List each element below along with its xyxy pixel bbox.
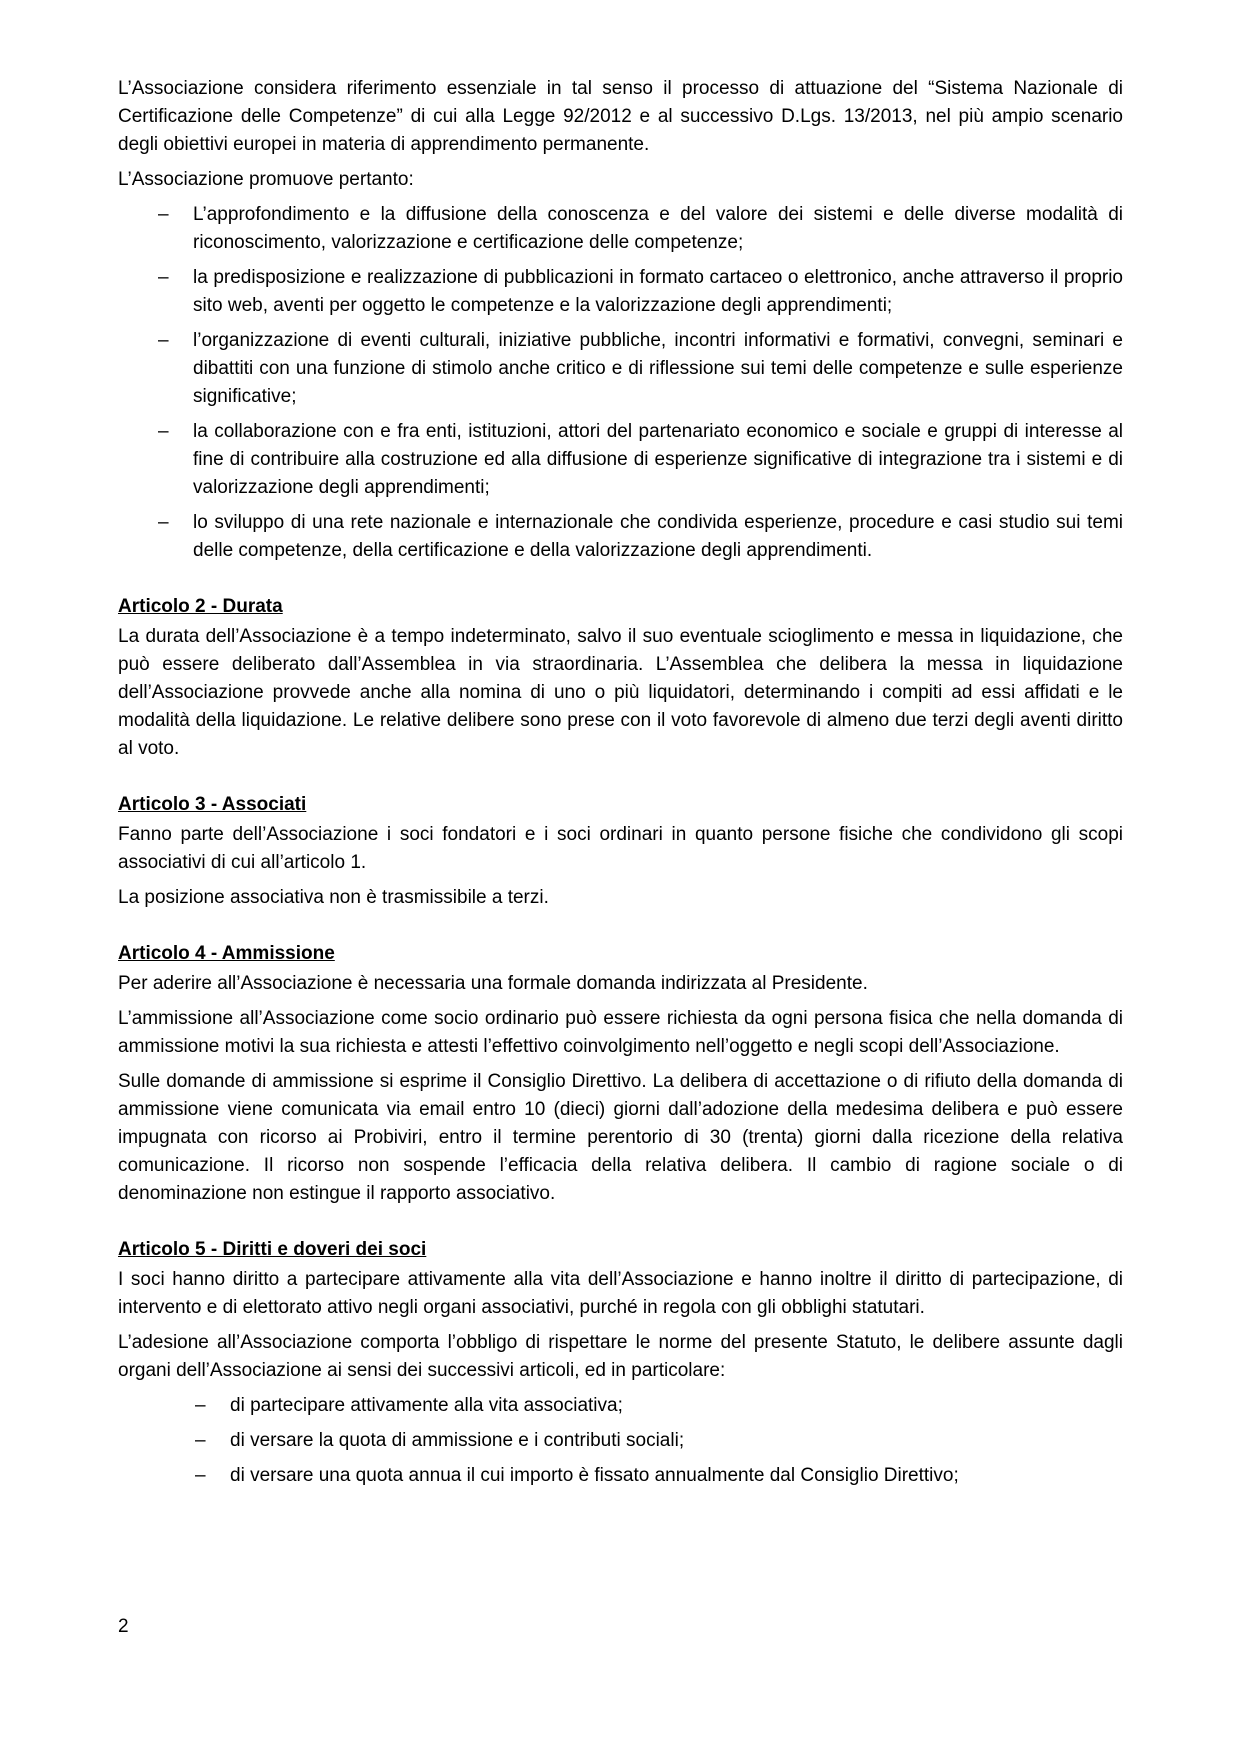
dash-marker: – (158, 421, 169, 442)
article-4-paragraph: Sulle domande di ammissione si esprime il Consiglio Direttivo. La delibera di accettazione o di rifiuto della domanda di ammissione viene comunicata via email entro 10 (dieci) giorni dall’adozione della medesima delibera e può essere impugnata con ricorso ai Probiviri, entro il termine perentorio di 30 (trenta) giorni dalla ricezione della relativa comunicazione. Il ricorso non sospende l’efficacia della relativa delibera. Il cambio di ragione sociale o di denominazione non estingue il rapporto associativo. (118, 1071, 1123, 1204)
obligations-list (118, 1392, 1123, 1490)
article-5-paragraph: L’adesione all’Associazione comporta l’obbligo di rispettare le norme del presente Statuto, le delibere assunte dagli organi dell’Associazione ai sensi dei successivi articoli, ed in particolare: (118, 1332, 1123, 1381)
list-item: – lo sviluppo di una rete nazionale e internazionale che condivida esperienze, procedure e casi studio sui temi delle competenze, della certificazione e della valorizzazione degli apprendimenti. (118, 509, 1123, 565)
dash-marker: – (195, 1430, 206, 1451)
list-item: – di versare la quota di ammissione e i contributi sociali; (118, 1427, 1123, 1455)
article-2-paragraph: La durata dell’Associazione è a tempo indeterminato, salvo il suo eventuale scioglimento e messa in liquidazione, che può essere deliberato dall’Assemblea in via straordinaria. L’Assemblea che delibera la messa in liquidazione dell’Associazione provvede anche alla nomina di uno o più liquidatori, determinando i compiti ad essi affidati e le modalità della liquidazione. Le relative delibere sono prese con il voto favorevole di almeno due terzi degli aventi diritto al voto. (118, 626, 1123, 759)
page-content (118, 75, 1123, 1497)
article-3-title: Articolo 3 - Associati (118, 794, 307, 815)
intro-paragraph: L’Associazione considera riferimento essenziale in tal senso il processo di attuazione del “Sistema Nazionale di Certificazione delle Competenze” di cui alla Legge 92/2012 e al successivo D.Lgs. 13/2013, nel più ampio scenario degli obiettivi europei in materia di apprendimento permanente. (118, 78, 1123, 155)
article-4-paragraph: L’ammissione all’Associazione come socio ordinario può essere richiesta da ogni persona fisica che nella domanda di ammissione motivi la sua richiesta e attesti l’effettivo coinvolgimento nell’oggetto e negli scopi dell’Associazione. (118, 1008, 1123, 1057)
article-5-paragraph: I soci hanno diritto a partecipare attivamente alla vita dell’Associazione e hanno inoltre il diritto di partecipazione, di intervento e di elettorato attivo negli organi associativi, purché in regola con gli obblighi statutari. (118, 1269, 1123, 1318)
intro-paragraph: L’Associazione promuove pertanto: (118, 169, 414, 190)
list-item: – di partecipare attivamente alla vita associativa; (118, 1392, 1123, 1420)
dash-marker: – (195, 1465, 206, 1486)
page-number: 2 (118, 1616, 129, 1637)
list-item: – L’approfondimento e la diffusione della conoscenza e del valore dei sistemi e delle diverse modalità di riconoscimento, valorizzazione e certificazione delle competenze; (118, 201, 1123, 257)
list-item: – la collaborazione con e fra enti, istituzioni, attori del partenariato economico e sociale e gruppi di interesse al fine di contribuire alla costruzione ed alla diffusione di esperienze significative di integrazione tra i sistemi e di valorizzazione degli apprendimenti; (118, 418, 1123, 502)
dash-marker: – (158, 512, 169, 533)
dash-marker: – (158, 267, 169, 288)
list-item: – di versare una quota annua il cui importo è fissato annualmente dal Consiglio Direttivo; (118, 1462, 1123, 1490)
list-item: – la predisposizione e realizzazione di pubblicazioni in formato cartaceo o elettronico, anche attraverso il proprio sito web, aventi per oggetto le competenze e la valorizzazione degli apprendimenti; (118, 264, 1123, 320)
promotion-list (118, 201, 1123, 565)
dash-marker: – (158, 330, 169, 351)
article-3-paragraph: La posizione associativa non è trasmissibile a terzi. (118, 887, 549, 908)
article-2-title: Articolo 2 - Durata (118, 596, 283, 617)
article-4-paragraph: Per aderire all’Associazione è necessaria una formale domanda indirizzata al Presidente. (118, 973, 868, 994)
article-5-title: Articolo 5 - Diritti e doveri dei soci (118, 1239, 427, 1260)
article-4-title: Articolo 4 - Ammissione (118, 943, 335, 964)
list-item: – l’organizzazione di eventi culturali, iniziative pubbliche, incontri informativi e formativi, convegni, seminari e dibattiti con una funzione di stimolo anche critico e di riflessione sui temi delle competenze e sulle esperienze significative; (118, 327, 1123, 411)
article-3-paragraph: Fanno parte dell’Associazione i soci fondatori e i soci ordinari in quanto persone fisiche che condividono gli scopi associativi di cui all’articolo 1. (118, 824, 1123, 873)
dash-marker: – (195, 1395, 206, 1416)
dash-marker: – (158, 204, 169, 225)
